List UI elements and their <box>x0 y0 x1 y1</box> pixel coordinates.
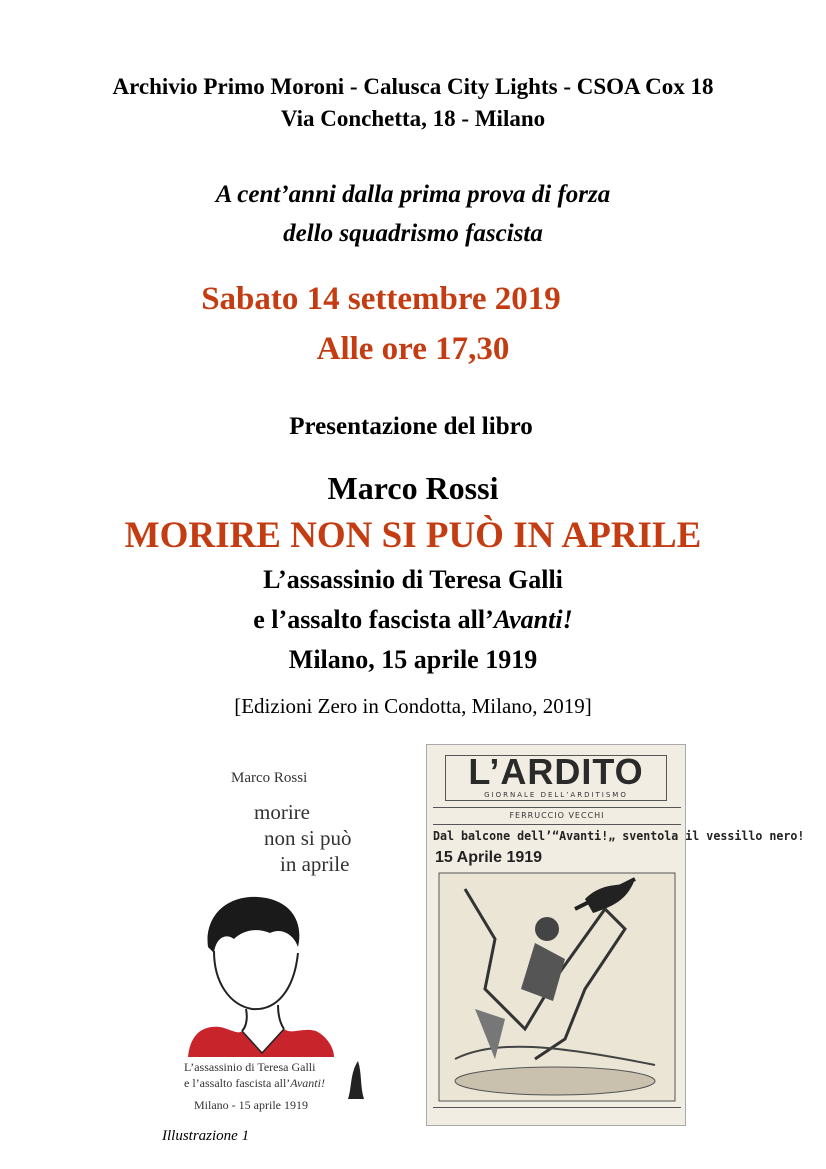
cover-title-line-2: non si può <box>264 826 352 850</box>
event-date: Sabato 14 settembre 2019 <box>201 281 561 317</box>
book-publisher: [Edizioni Zero in Condotta, Milano, 2019] <box>234 694 592 718</box>
portrait-illustration <box>186 887 336 1057</box>
book-author: Marco Rossi <box>327 470 499 506</box>
newspaper-illustration <box>435 869 679 1105</box>
newspaper-editor: FERRUCCIO VECCHI <box>509 811 605 820</box>
newspaper-date: 15 Aprile 1919 <box>435 849 543 866</box>
book-subtitle-3: Milano, 15 aprile 1919 <box>288 645 538 674</box>
book-subtitle-2-italic: Avanti! <box>493 605 573 634</box>
cover-title-line-1: morire <box>254 800 310 824</box>
header-line-address: Via Conchetta, 18 - Milano <box>280 106 546 131</box>
newspaper-image <box>426 744 805 1126</box>
book-cover-image <box>158 752 396 1124</box>
cover-author: Marco Rossi <box>231 770 308 786</box>
cover-subtitle-line-2-prefix: e l’assalto fascista all’ <box>184 1076 291 1090</box>
newspaper-subtitle: GIORNALE DELL’ARDITISMO <box>484 791 628 799</box>
book-subtitle-1: L’assassinio di Teresa Galli <box>263 565 563 594</box>
cover-title-line-3: in aprile <box>280 852 350 876</box>
book-title: MORIRE NON SI PUÒ IN APRILE <box>124 515 702 556</box>
cover-subtitle-line-2-italic: Avanti! <box>290 1076 325 1090</box>
newspaper-masthead: L’ARDITO <box>468 751 644 792</box>
header-line-organizers: Archivio Primo Moroni - Calusca City Lights - CSOA Cox 18 <box>112 74 714 99</box>
tagline-line-2: dello squadrismo fascista <box>283 220 543 247</box>
divider <box>433 807 681 808</box>
newspaper-headline: Dal balcone dell’“Avanti!„ sventola il vessillo nero! <box>433 829 805 843</box>
book-subtitle-2 <box>0 605 826 635</box>
presentation-label: Presentazione del libro <box>289 413 533 440</box>
divider <box>433 1107 681 1108</box>
event-time: Alle ore 17,30 <box>316 331 510 367</box>
cover-subtitle-line-1: L’assassinio di Teresa Galli <box>184 1060 316 1074</box>
book-subtitle-2-prefix: e l’assalto fascista all’ <box>253 605 494 634</box>
cover-subtitle-line-2 <box>184 1076 325 1091</box>
cover-subtitle-line-3: Milano - 15 aprile 1919 <box>194 1098 308 1112</box>
publisher-logo-icon <box>344 1057 366 1101</box>
tagline-line-1: A cent’anni dalla prima prova di forza <box>215 181 611 208</box>
divider <box>433 824 681 825</box>
figure-caption: Illustrazione 1 <box>162 1128 250 1144</box>
